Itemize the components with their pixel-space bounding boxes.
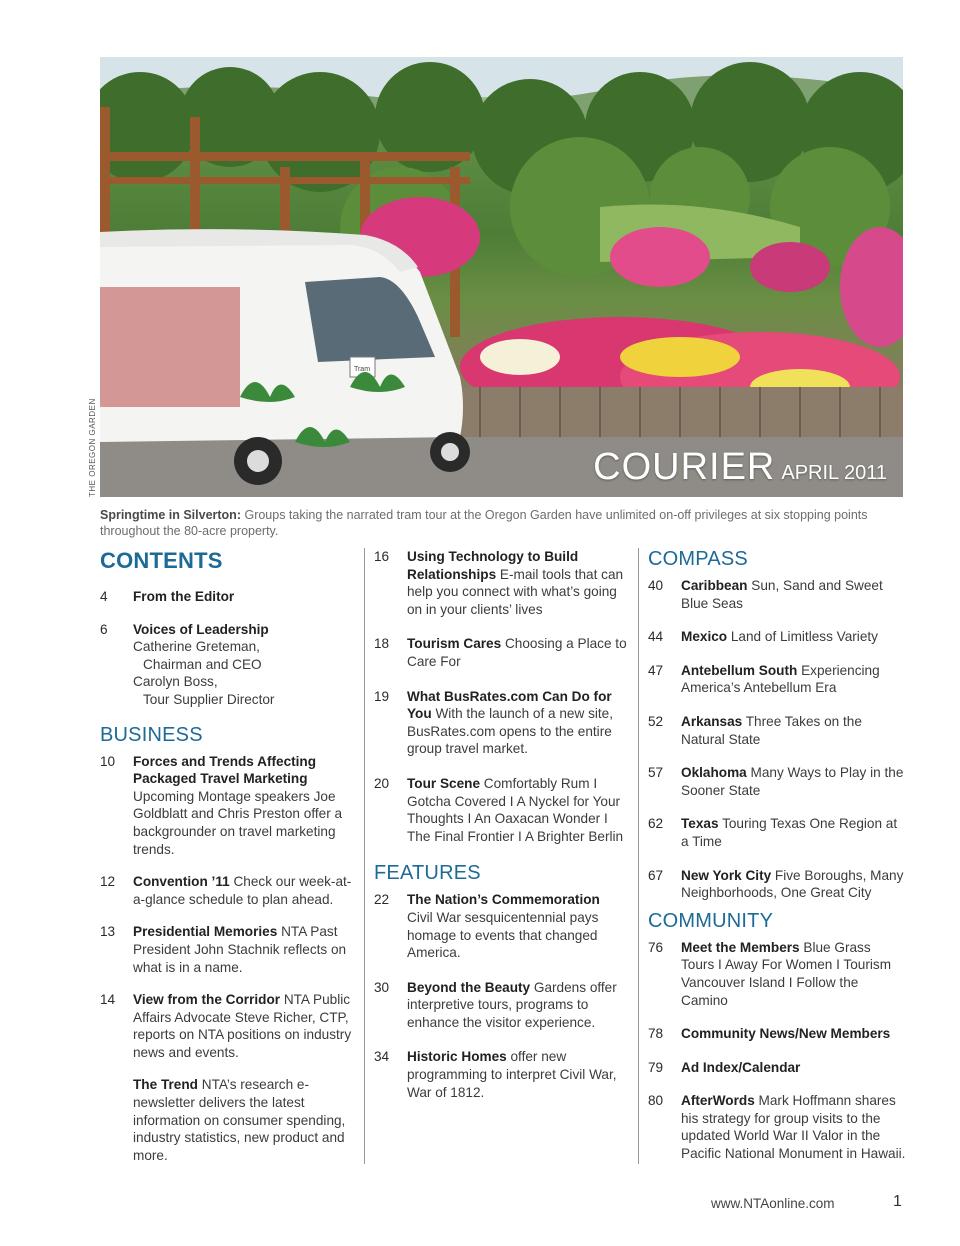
toc-desc: Check our week-at-a-glance schedule to plan ahead. bbox=[133, 874, 352, 907]
svg-text:Tram: Tram bbox=[353, 366, 371, 373]
toc-entry[interactable] bbox=[648, 1059, 906, 1077]
toc-page: 20 bbox=[374, 775, 390, 791]
toc-entry[interactable] bbox=[648, 815, 906, 850]
toc-desc: Sun, Sand and Sweet Blue Seas bbox=[681, 578, 883, 611]
toc-page bbox=[100, 1076, 133, 1164]
toc-title: View from the Corridor bbox=[133, 992, 281, 1008]
compass-heading: COMPASS bbox=[648, 548, 748, 570]
toc-entry[interactable] bbox=[374, 635, 628, 670]
toc-entry[interactable] bbox=[648, 662, 906, 697]
toc-title: The Trend bbox=[133, 1077, 198, 1093]
toc-title: AfterWords bbox=[681, 1093, 755, 1109]
toc-desc: NTA Past President John Stachnik reflects on what is in a name. bbox=[133, 924, 347, 975]
toc-page: 19 bbox=[374, 688, 390, 704]
toc-line: Chairman and CEO bbox=[143, 656, 262, 672]
toc-page: 22 bbox=[374, 892, 390, 908]
toc-entry[interactable] bbox=[374, 548, 628, 618]
features-heading: FEATURES bbox=[374, 862, 481, 885]
toc-page: 80 bbox=[648, 1093, 664, 1109]
masthead-date: APRIL 2011 bbox=[781, 462, 887, 484]
toc-page: 6 bbox=[100, 621, 108, 637]
caption-lead: Springtime in Silverton: bbox=[100, 508, 241, 522]
toc-desc: offer new programming to interpret Civil War, War of 1812. bbox=[407, 1049, 617, 1100]
toc-title: New York City bbox=[681, 867, 772, 883]
business-heading: BUSINESS bbox=[100, 723, 203, 746]
community-heading: COMMUNITY bbox=[648, 909, 774, 932]
toc-entry[interactable] bbox=[648, 1092, 906, 1162]
toc-page: 4 bbox=[100, 589, 108, 604]
toc-title: What BusRates.com Can Do for You bbox=[407, 688, 612, 722]
toc-page: 78 bbox=[648, 1026, 664, 1042]
toc-desc: E-mail tools that can help you connect with what’s going on in your clients’ lives bbox=[407, 566, 624, 617]
toc-page: 79 bbox=[648, 1059, 664, 1075]
toc-page: 47 bbox=[648, 662, 664, 678]
toc-title: Caribbean bbox=[681, 578, 748, 593]
toc-entry[interactable] bbox=[648, 577, 906, 612]
toc-title: Using Technology to Build Relationships bbox=[407, 549, 579, 582]
toc-page: 62 bbox=[648, 816, 664, 832]
toc-page: 76 bbox=[648, 939, 664, 955]
toc-page: 57 bbox=[648, 765, 664, 781]
toc-title: Voices of Leadership bbox=[133, 621, 269, 637]
toc-entry[interactable] bbox=[374, 891, 628, 961]
toc-desc: Blue Grass Tours I Away For Women I Tourism Vancouver Island I Follow the Camino bbox=[681, 939, 892, 1008]
toc-page: 34 bbox=[374, 1049, 390, 1065]
toc-desc: Three Takes on the Natural State bbox=[681, 713, 862, 747]
toc-line: Carolyn Boss, bbox=[133, 674, 218, 690]
right-column bbox=[648, 548, 906, 1178]
toc-entry[interactable] bbox=[100, 588, 358, 606]
toc-title: Mexico bbox=[681, 629, 728, 645]
toc-title: Meet the Members bbox=[681, 939, 800, 955]
toc-desc: Five Boroughs, Many Neighborhoods, One Great City bbox=[681, 867, 904, 901]
toc-entry[interactable] bbox=[100, 991, 358, 1061]
column-divider bbox=[638, 548, 639, 1164]
toc-desc: Choosing a Place to Care For bbox=[407, 636, 627, 669]
toc-title: Tourism Cares bbox=[407, 636, 502, 652]
toc-desc: NTA Public Affairs Advocate Steve Richer, CTP, reports on NTA positions on industry news and events. bbox=[133, 992, 352, 1060]
toc-line: Catherine Greteman, bbox=[133, 639, 260, 655]
toc-page: 30 bbox=[374, 979, 390, 995]
toc-page: 10 bbox=[100, 753, 116, 769]
toc-page: 16 bbox=[374, 549, 390, 564]
toc-title: Historic Homes bbox=[407, 1049, 507, 1065]
toc-entry[interactable] bbox=[374, 688, 628, 758]
toc-entry[interactable] bbox=[648, 939, 906, 1009]
toc-desc: NTA’s research e-newsletter delivers the latest information on consumer spending, industry statistics, new product and more. bbox=[133, 1077, 346, 1163]
toc-title: Oklahoma bbox=[681, 765, 747, 781]
toc-title: Tour Scene bbox=[407, 775, 481, 791]
contents-column bbox=[100, 548, 358, 1179]
toc-desc: Gardens offer interpretive tours, programs to enhance the visitor experience. bbox=[407, 979, 617, 1030]
cover-photo bbox=[100, 57, 903, 497]
toc-entry[interactable] bbox=[100, 621, 358, 709]
toc-desc: Many Ways to Play in the Sooner State bbox=[681, 765, 904, 798]
toc-entry[interactable] bbox=[100, 1076, 358, 1164]
toc-desc: Civil War sesquicentennial pays homage to events that changed America. bbox=[407, 909, 599, 961]
toc-entry[interactable] bbox=[648, 713, 906, 748]
page-number: 1 bbox=[893, 1193, 902, 1210]
toc-page: 44 bbox=[648, 629, 664, 645]
toc-page: 13 bbox=[100, 924, 116, 940]
masthead-title: COURIER bbox=[593, 446, 776, 488]
photo-credit: THE OREGON GARDEN bbox=[88, 398, 97, 497]
toc-entry[interactable] bbox=[100, 873, 358, 908]
contents-heading: CONTENTS bbox=[100, 548, 223, 573]
photo-caption bbox=[100, 507, 900, 539]
toc-page: 14 bbox=[100, 992, 116, 1008]
toc-title: Ad Index/Calendar bbox=[681, 1059, 801, 1075]
toc-entry[interactable] bbox=[374, 979, 628, 1032]
caption-text: Groups taking the narrated tram tour at the Oregon Garden have unlimited on-off privileges at six stopping points throughout the 80-acre property. bbox=[100, 508, 868, 538]
toc-page: 12 bbox=[100, 874, 116, 890]
footer-url[interactable]: www.NTAonline.com bbox=[711, 1196, 835, 1211]
toc-title: Antebellum South bbox=[681, 662, 798, 678]
toc-entry[interactable] bbox=[100, 753, 358, 859]
toc-entry[interactable] bbox=[100, 923, 358, 976]
toc-desc: Experiencing America’s Antebellum Era bbox=[681, 662, 880, 696]
toc-title: Arkansas bbox=[681, 713, 743, 729]
toc-title: From the Editor bbox=[133, 589, 235, 604]
toc-desc: Land of Limitless Variety bbox=[727, 629, 878, 645]
toc-entry[interactable] bbox=[648, 1025, 906, 1043]
toc-entry[interactable] bbox=[648, 764, 906, 799]
toc-entry[interactable] bbox=[648, 628, 906, 646]
masthead bbox=[593, 446, 887, 489]
toc-desc: Comfortably Rum I Gotcha Covered I A Nyckel for Your Thoughts I An Oaxacan Wonder I The Final Frontier I A Brighter Berlin bbox=[407, 775, 624, 844]
toc-title: Presidential Memories bbox=[133, 924, 278, 940]
toc-title: Forces and Trends Affecting Packaged Travel Marketing bbox=[133, 753, 317, 787]
toc-title: Convention ’11 bbox=[133, 874, 230, 890]
toc-title: Texas bbox=[681, 816, 719, 832]
toc-desc: Touring Texas One Region at a Time bbox=[681, 816, 898, 849]
toc-title: Community News/New Members bbox=[681, 1026, 891, 1042]
toc-desc: With the launch of a new site, BusRates.com opens to the entire group travel market. bbox=[407, 706, 614, 757]
toc-entry[interactable] bbox=[374, 1048, 628, 1101]
toc-page: 67 bbox=[648, 867, 664, 883]
toc-desc: Upcoming Montage speakers Joe Goldblatt and Chris Preston offer a backgrounder on travel marketing trends. bbox=[133, 788, 343, 857]
tram-garden-illustration bbox=[100, 57, 903, 497]
middle-column bbox=[374, 548, 628, 1116]
toc-entry[interactable] bbox=[374, 775, 628, 845]
toc-title: The Nation’s Commemoration bbox=[407, 892, 600, 908]
toc-page: 52 bbox=[648, 713, 664, 729]
toc-page: 40 bbox=[648, 578, 664, 593]
toc-title: Beyond the Beauty bbox=[407, 979, 531, 995]
column-divider bbox=[364, 548, 365, 1164]
toc-page: 18 bbox=[374, 636, 390, 652]
toc-line: Tour Supplier Director bbox=[143, 691, 275, 707]
toc-entry[interactable] bbox=[648, 867, 906, 902]
toc-desc: Mark Hoffmann shares his strategy for group visits to the updated World War II Valor in the Pacific National Monument in Hawaii. bbox=[681, 1093, 906, 1162]
